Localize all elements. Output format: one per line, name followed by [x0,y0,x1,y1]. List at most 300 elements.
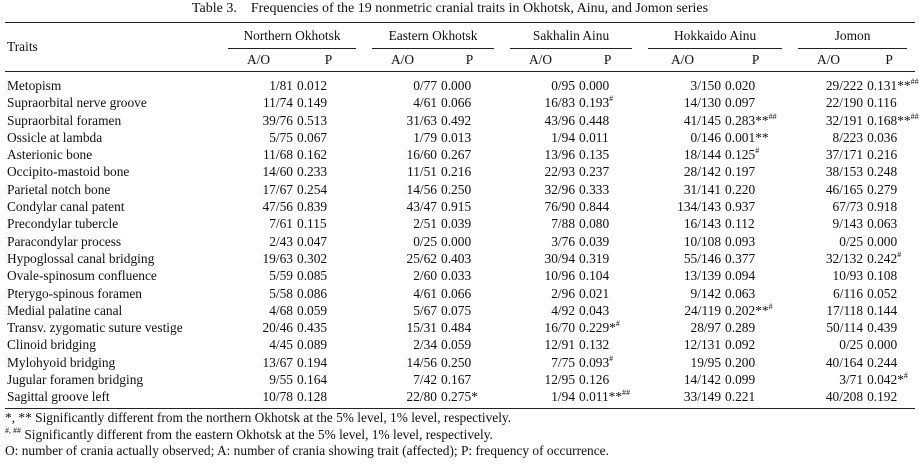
trait-name: Ossicle at lambda [7,129,103,145]
frequency-value: 0.063 [867,216,898,232]
frequency-value: 0.092 [725,337,756,353]
table-row [5,94,915,111]
cell-frequency [295,72,364,95]
cell-frequency [439,388,502,408]
frequency-value: 0.039 [441,216,472,232]
frequency-value: 0.319 [579,250,610,266]
cell-frequency [723,163,790,180]
trait-name: Mylohyoid bridging [7,354,116,370]
frequency-value: 0.302 [297,250,328,266]
frequency-value: 0.283** [725,112,769,128]
table-row [5,267,915,284]
cell-affected-observed: 43/47 [406,199,438,215]
frequency-value: 0.047 [297,233,328,249]
cell-affected-observed: 50/114 [826,320,864,336]
frequency-value: 0.164 [297,372,328,388]
frequency-value: 0.011** [579,389,623,405]
cell-frequency [577,163,640,180]
cell-affected-observed: 5/58 [269,285,293,301]
cell-affected-observed: 5/59 [269,268,293,284]
cell-frequency [439,198,502,215]
cell-frequency [439,94,502,111]
cell-affected-observed: 40/208 [790,388,865,408]
trait-name: Jugular foramen bridging [7,372,144,388]
cell-frequency [723,72,790,95]
cell-affected-observed: 67/73 [832,199,864,215]
cell-frequency [723,146,790,163]
frequency-value: 0.115 [297,216,327,232]
cell-affected-observed: 12/131 [683,337,722,353]
subheader-p: P [577,49,640,72]
cell-frequency [577,198,640,215]
cell-frequency [865,163,915,180]
cell-frequency [865,319,915,336]
cell-affected-observed: 0/25 [839,337,864,353]
table-row [5,371,915,388]
traits-header: Traits [5,23,220,72]
cell-affected-observed: 31/141 [683,181,722,197]
cell-frequency [723,319,790,336]
cell-affected-observed: 9/143 [832,216,864,232]
cell-affected-observed: 32/191 [825,112,864,128]
frequency-value: 0.216 [867,147,898,163]
cell-frequency [577,146,640,163]
cell-affected-observed: 3/150 [690,78,722,93]
cell-affected-observed: 32/132 [825,250,864,266]
cell-affected-observed: 40/164 [825,354,864,370]
frequency-value: 0.039 [579,233,610,249]
significance-marker: # [755,146,760,156]
cell-affected-observed: 134/143 [677,199,722,215]
cell-affected-observed: 5/75 [269,129,293,145]
frequency-value: 0.000 [579,78,610,93]
frequency-value: 0.167 [441,372,472,388]
note-abbreviations: O: number of crania actually observed; A: number of crania showing trait (affected); P: frequency of occurrence. [5,443,609,458]
frequency-value: 0.089 [297,337,328,353]
cell-affected-observed: 1/94 [502,388,577,408]
subheader-p: P [439,49,502,72]
cell-affected-observed: 18/144 [683,147,722,163]
frequency-value: 0.197 [725,164,756,180]
cell-affected-observed: 14/130 [683,95,722,111]
significance-marker: ## [622,388,631,398]
cell-frequency [295,112,364,129]
frequency-table [5,22,919,409]
frequency-value: 0.093 [725,233,756,249]
frequency-value: 0.093 [579,354,610,370]
cell-affected-observed: 28/97 [690,320,722,336]
cell-frequency [295,233,364,250]
frequency-value: 0.237 [579,164,610,180]
frequency-value: 0.244 [867,354,898,370]
frequency-value: 0.086 [297,285,328,301]
frequency-value: 0.248 [867,164,898,180]
group-header-hokkaido-ainu: Hokkaido Ainu [640,23,790,50]
cell-frequency [723,267,790,284]
frequency-value: 0.131** [867,78,911,93]
frequency-value: 0.275* [441,389,478,405]
cell-affected-observed: 11/74 [262,95,293,111]
cell-affected-observed: 17/118 [826,302,864,318]
trait-name: Hypoglossal canal bridging [7,250,155,266]
cell-affected-observed: 11/68 [262,147,293,163]
subheader-ao: A/O [640,49,723,72]
frequency-value: 0.216 [441,164,472,180]
frequency-value: 0.144 [867,302,898,318]
cell-frequency [295,371,364,388]
frequency-value: 0.333 [579,181,610,197]
cell-frequency [577,72,640,95]
trait-name: Occipito-mastoid bone [7,164,130,180]
cell-frequency [723,233,790,250]
cell-frequency [723,336,790,353]
cell-affected-observed: 0/95 [551,78,576,93]
cell-frequency [577,267,640,284]
cell-affected-observed: 12/95 [544,372,576,388]
cell-frequency [439,319,502,336]
table-row [5,285,915,302]
cell-affected-observed: 10/78 [220,388,295,408]
subheader-ao: A/O [364,49,439,72]
table-row [5,72,915,95]
frequency-value: 0.080 [579,216,610,232]
frequency-value: 0.513 [297,112,328,128]
subheader-p: P [295,49,364,72]
cell-affected-observed: 4/61 [413,95,438,111]
frequency-value: 0.915 [441,199,472,215]
group-header-sakhalin-ainu: Sakhalin Ainu [502,23,640,50]
cell-frequency [577,233,640,250]
frequency-value: 0.250 [441,181,472,197]
frequency-value: 0.242 [867,250,898,266]
cell-affected-observed: 3/76 [551,233,576,249]
cell-affected-observed: 25/62 [406,250,438,266]
cell-affected-observed: 13/67 [262,354,293,370]
cell-affected-observed: 13/139 [683,268,722,284]
frequency-value: 0.059 [297,302,328,318]
cell-frequency [577,94,640,111]
cell-frequency [295,198,364,215]
frequency-value: 0.937 [725,199,756,215]
significance-marker: # [609,94,614,104]
cell-frequency [865,302,915,319]
frequency-value: 0.193 [579,95,610,111]
frequency-value: 0.448 [579,112,610,128]
frequency-value: 0.033 [441,268,472,284]
cell-affected-observed: 47/56 [262,199,293,215]
table-row [5,129,915,146]
table-row [5,146,915,163]
frequency-value: 0.011 [579,129,609,145]
cell-frequency [723,285,790,302]
frequency-value: 0.194 [297,354,328,370]
cell-frequency [439,285,502,302]
table-notes [5,410,895,460]
cell-affected-observed: 46/165 [825,181,864,197]
trait-name: Clinoid bridging [7,337,96,353]
cell-frequency [577,285,640,302]
cell-frequency [439,267,502,284]
significance-marker: # [615,319,620,329]
cell-frequency [723,112,790,129]
frequency-value: 0.125 [725,147,756,163]
cell-affected-observed: 16/60 [406,147,438,163]
cell-frequency [295,319,364,336]
frequency-value: 0.918 [867,199,898,215]
cell-affected-observed: 1/81 [269,78,293,93]
table-row [5,181,915,198]
cell-frequency [865,336,915,353]
trait-name: Supraorbital nerve groove [7,95,147,111]
cell-affected-observed: 55/146 [683,250,722,266]
frequency-value: 0.229* [579,320,616,336]
frequency-value: 0.066 [441,285,472,301]
table-title: Frequencies of the 19 nonmetric cranial traits in Okhotsk, Ainu, and Jomon series [250,1,709,16]
cell-frequency [865,285,915,302]
significance-marker: # [897,249,902,259]
cell-affected-observed: 1/79 [413,129,438,145]
cell-affected-observed: 39/76 [262,112,293,128]
cell-affected-observed: 7/75 [551,354,576,370]
cell-affected-observed: 16/83 [544,95,576,111]
note-okhotsk-northern: *, ** Significantly different from the northern Okhotsk at the 5% level, 1% level, respectively. [5,410,512,425]
cell-frequency [577,181,640,198]
frequency-value: 0.000 [441,233,472,249]
frequency-value: 0.097 [725,95,756,111]
frequency-value: 0.012 [297,78,328,93]
cell-affected-observed: 4/61 [413,285,438,301]
cell-frequency [723,129,790,146]
cell-affected-observed: 14/56 [406,181,438,197]
cell-frequency [577,302,640,319]
cell-affected-observed: 12/91 [544,337,576,353]
table-caption [0,0,900,18]
frequency-value: 0.202** [725,302,769,318]
cell-affected-observed: 20/46 [262,320,293,336]
cell-frequency [295,129,364,146]
significance-marker: # [903,371,908,381]
cell-affected-observed: 11/51 [407,164,438,180]
subheader-ao: A/O [790,49,865,72]
cell-frequency [865,72,919,95]
cell-affected-observed: 4/45 [269,337,293,353]
table-row [5,250,915,267]
group-header-northern-okhotsk: Northern Okhotsk [220,23,364,50]
frequency-value: 0.250 [441,354,472,370]
table-row [5,112,915,129]
frequency-value: 0.067 [297,129,328,145]
frequency-value: 0.439 [867,320,898,336]
cell-affected-observed: 38/153 [825,164,864,180]
cell-affected-observed: 31/63 [406,112,438,128]
cell-frequency [295,336,364,353]
frequency-value: 0.435 [297,320,328,336]
frequency-value: 0.112 [725,216,755,232]
cell-affected-observed: 16/70 [544,320,576,336]
frequency-value: 0.000 [441,78,472,93]
frequency-value: 0.267 [441,147,472,163]
cell-frequency [577,354,640,371]
cell-affected-observed: 2/43 [269,233,293,249]
table-row [5,215,915,232]
cell-affected-observed: 14/60 [262,164,293,180]
cell-affected-observed: 9/142 [690,285,722,301]
subheader-p: P [723,49,790,72]
frequency-value: 0.094 [725,268,756,284]
cell-frequency [295,302,364,319]
cell-frequency [439,336,502,353]
table-row [5,198,915,215]
frequency-value: 0.149 [297,95,328,111]
cell-affected-observed: 9/55 [269,372,293,388]
table-label: Table 3. [191,1,237,16]
cell-frequency [577,250,640,267]
significance-marker: ## [768,111,777,121]
frequency-value: 0.000 [867,337,898,353]
frequency-value: 0.132 [579,337,610,353]
cell-affected-observed: 3/71 [839,372,864,388]
cell-affected-observed: 17/67 [262,181,293,197]
frequency-value: 0.484 [441,320,472,336]
cell-affected-observed: 10/96 [544,268,576,284]
cell-affected-observed: 76/90 [544,199,576,215]
frequency-value: 0.116 [867,95,897,111]
frequency-value: 0.063 [725,285,756,301]
cell-frequency [865,181,915,198]
cell-affected-observed: 0/77 [413,78,438,93]
trait-name: Asterionic bone [7,147,93,163]
cell-frequency [865,129,915,146]
cell-frequency [295,250,364,267]
cell-affected-observed: 8/223 [832,129,864,145]
cell-frequency [577,319,640,336]
frequency-value: 0.839 [297,199,328,215]
cell-affected-observed: 22/93 [544,164,576,180]
cell-affected-observed: 15/31 [406,320,438,336]
group-header-eastern-okhotsk: Eastern Okhotsk [364,23,502,50]
table-row [5,354,915,371]
subheader-ao: A/O [502,49,577,72]
cell-frequency [439,354,502,371]
cell-frequency [439,112,502,129]
cell-affected-observed: 13/96 [544,147,576,163]
cell-affected-observed: 2/34 [413,337,438,353]
trait-name: Transv. zygomatic suture vestige [7,320,183,336]
frequency-value: 0.021 [579,285,610,301]
cell-frequency [295,354,364,371]
cell-affected-observed: 2/51 [413,216,438,232]
note-okhotsk-eastern [5,427,895,444]
trait-name: Precondylar tubercle [7,216,119,232]
cell-frequency [295,146,364,163]
cell-frequency [577,336,640,353]
cell-affected-observed: 7/42 [413,372,438,388]
cell-affected-observed: 5/67 [413,302,438,318]
frequency-value: 0.289 [725,320,756,336]
cell-affected-observed: 7/61 [269,216,293,232]
cell-affected-observed: 16/143 [683,216,722,232]
cell-frequency [865,111,919,129]
cell-affected-observed: 4/68 [269,302,293,318]
frequency-value: 0.200 [725,354,756,370]
cell-frequency [723,94,790,111]
cell-affected-observed: 24/119 [684,302,722,318]
frequency-value: 0.279 [867,181,898,197]
significance-marker: # [768,301,773,311]
frequency-value: 0.135 [579,147,610,163]
cell-frequency [577,112,640,129]
cell-affected-observed: 37/171 [825,147,864,163]
cell-affected-observed: 0/25 [413,233,438,249]
subheader-ao: A/O [220,49,295,72]
cell-frequency [439,163,502,180]
cell-frequency [865,94,915,111]
cell-frequency [295,94,364,111]
frequency-value: 0.020 [725,78,756,93]
cell-frequency [439,72,502,95]
subheader-p: P [865,49,915,72]
cell-frequency [865,371,915,388]
cell-frequency [439,181,502,198]
significance-marker: ## [910,77,919,86]
cell-affected-observed: 14/142 [683,372,722,388]
cell-frequency [723,371,790,388]
frequency-value: 0.168** [867,112,911,128]
table-row [5,233,915,250]
cell-frequency [439,371,502,388]
cell-frequency [723,354,790,371]
frequency-value: 0.403 [441,250,472,266]
cell-frequency [439,129,502,146]
frequency-value: 0.221 [725,389,756,405]
note-hash-marks: #, ## [5,425,21,435]
cell-affected-observed: 19/95 [690,354,722,370]
table-row [5,336,915,353]
trait-name: Ovale-spinosum confluence [7,268,157,284]
frequency-value: 0.108 [867,268,898,284]
frequency-value: 0.052 [867,285,898,301]
trait-name: Parietal notch bone [7,181,111,197]
frequency-value: 0.126 [579,372,610,388]
cell-affected-observed: 0/25 [839,233,864,249]
cell-affected-observed: 2/60 [413,268,438,284]
trait-name: Medial palatine canal [7,302,123,318]
cell-affected-observed: 1/94 [551,129,576,145]
frequency-value: 0.128 [297,389,328,405]
cell-affected-observed: 28/142 [683,164,722,180]
cell-frequency [577,388,640,408]
cell-frequency [295,215,364,232]
frequency-value: 0.013 [441,129,472,145]
cell-affected-observed: 14/56 [406,354,438,370]
frequency-value: 0.000 [867,233,898,249]
trait-name: Paracondylar process [7,233,122,249]
cell-affected-observed: 41/145 [683,112,722,128]
cell-affected-observed: 22/190 [825,95,864,111]
cell-affected-observed: 29/222 [825,78,864,93]
cell-frequency [577,215,640,232]
frequency-value: 0.844 [579,199,610,215]
trait-name: Sagittal groove left [5,388,220,408]
cell-frequency [723,388,790,408]
trait-name: Condylar canal patent [7,199,125,215]
frequency-value: 0.075 [441,302,472,318]
table-row [5,302,915,319]
frequency-value: 0.377 [725,250,756,266]
cell-frequency [865,198,915,215]
cell-frequency [577,129,640,146]
table-row [5,388,915,408]
